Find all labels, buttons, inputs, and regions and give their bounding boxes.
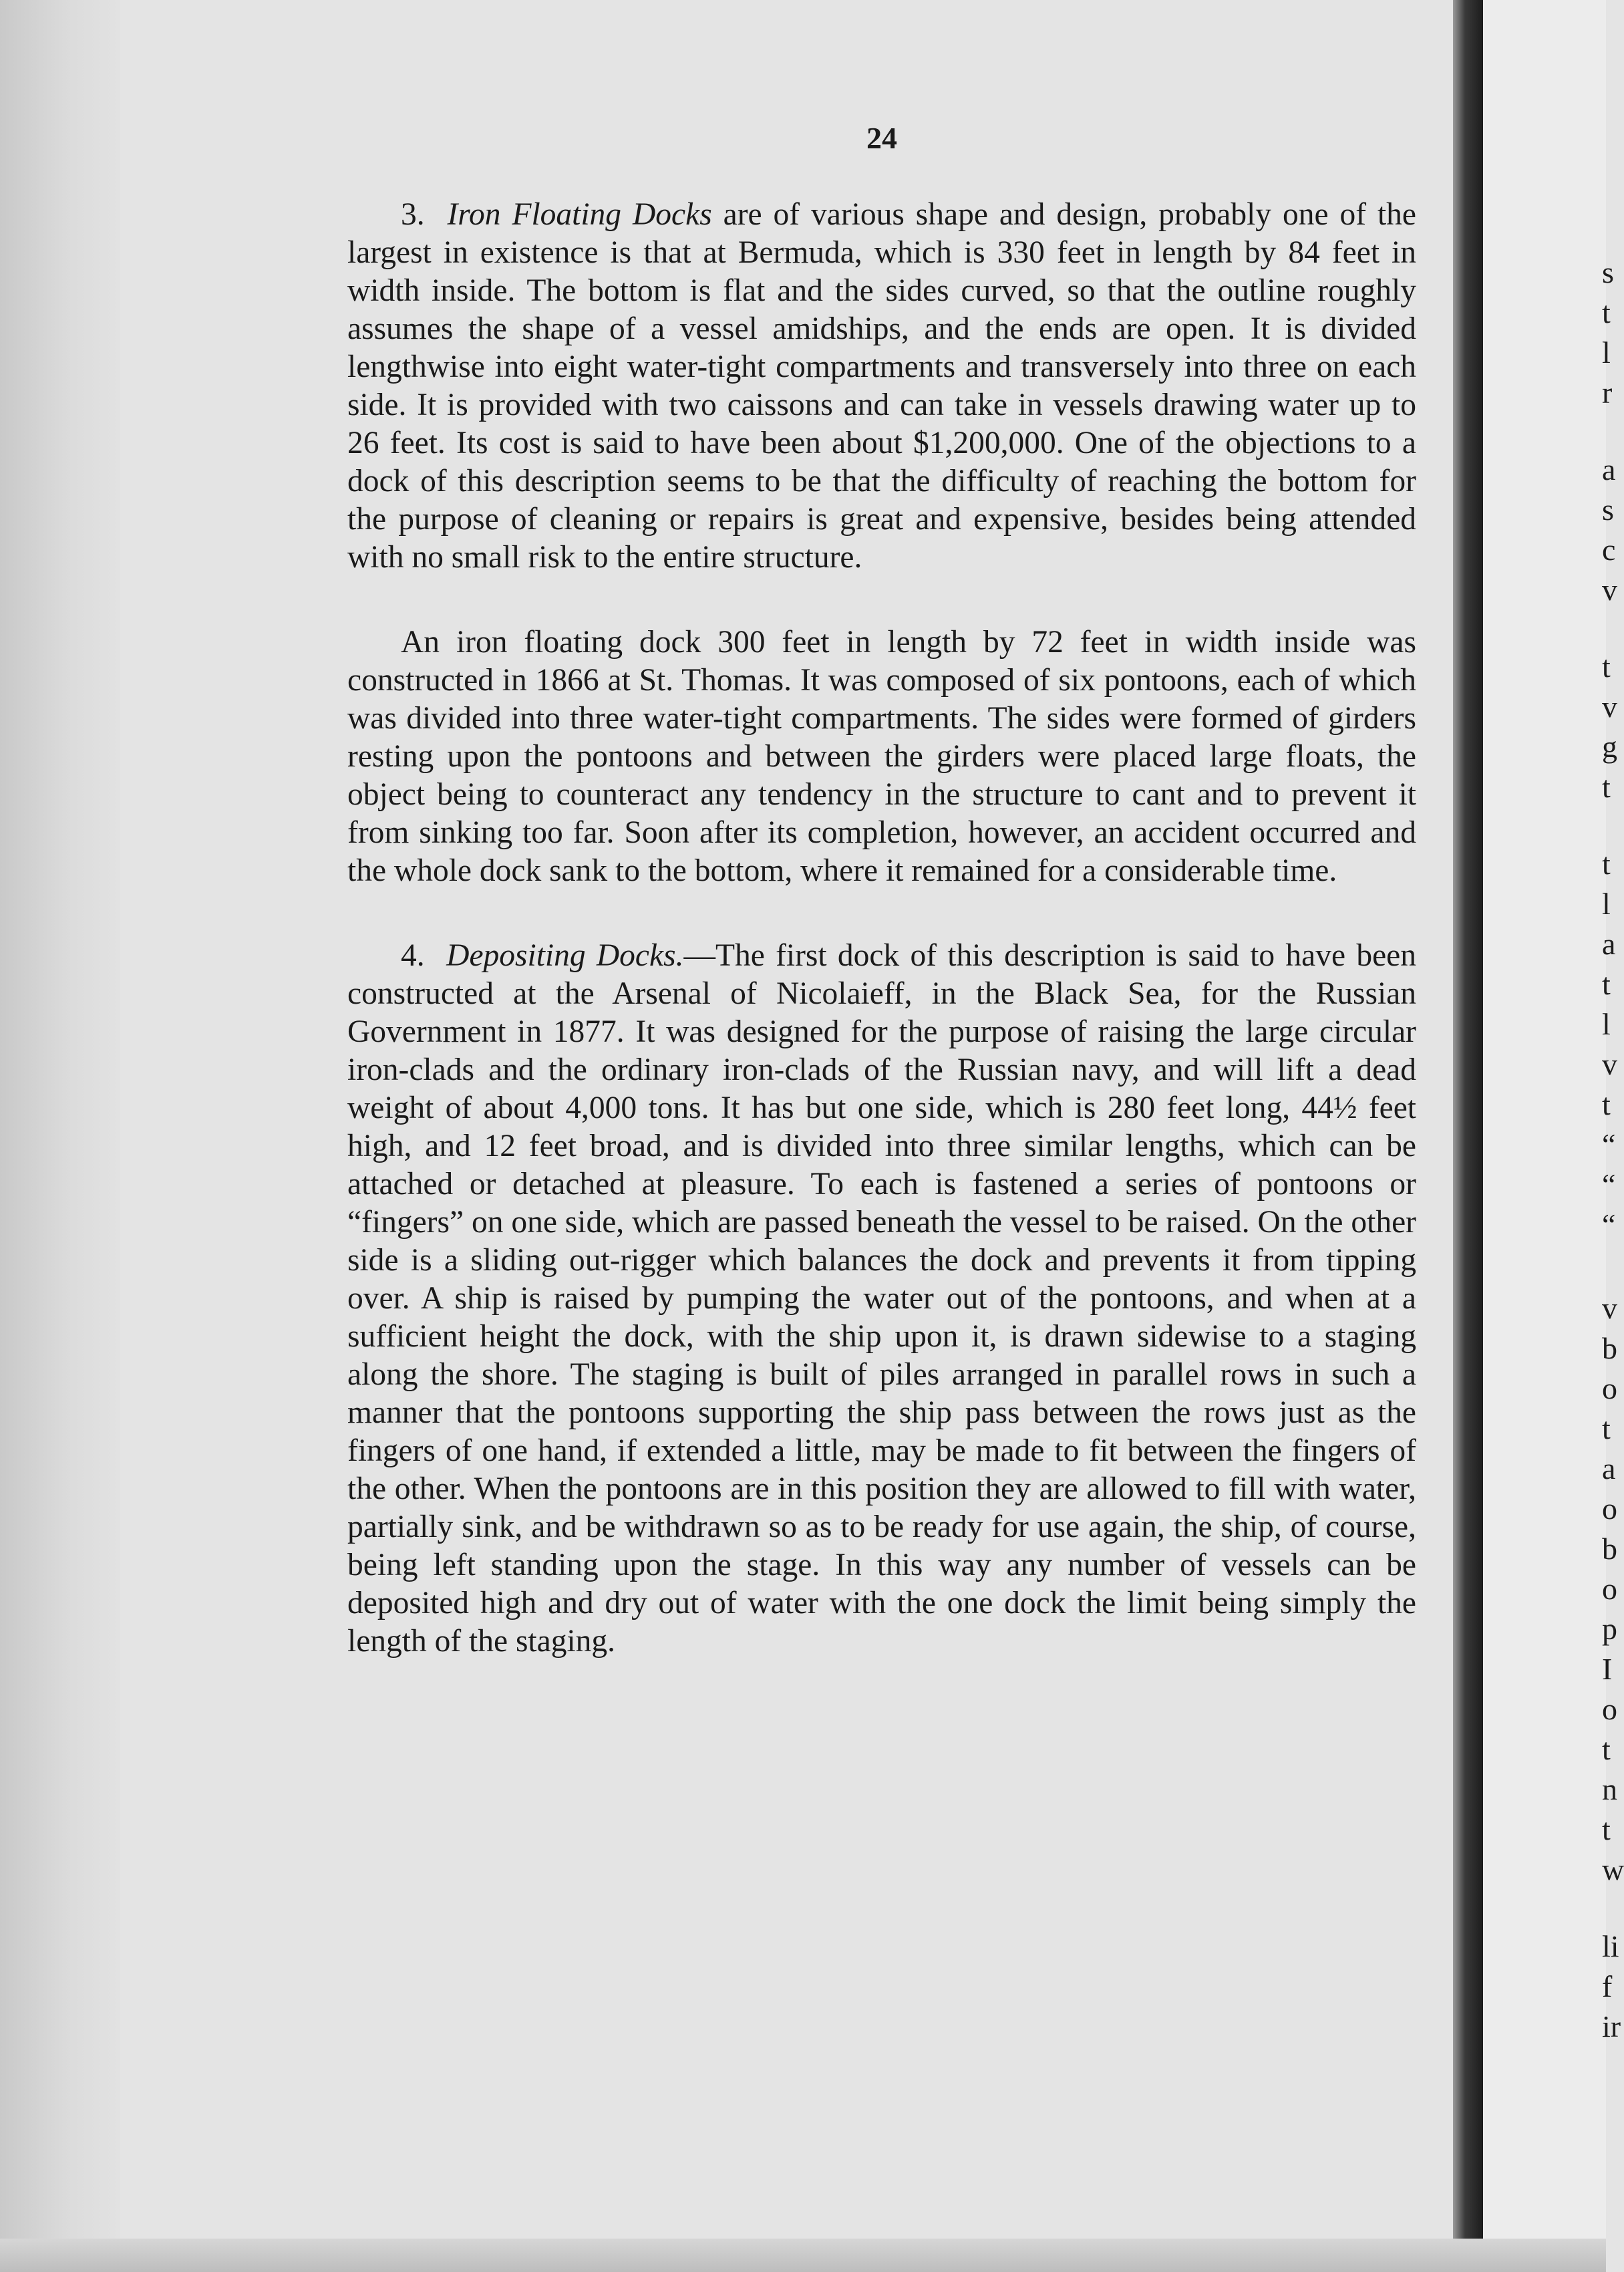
adjacent-page-letter: I [1602,1652,1613,1686]
adjacent-page-letter: r [1602,376,1613,410]
adjacent-page-letter: s [1602,255,1614,289]
adjacent-page-letter: o [1602,1371,1617,1405]
paragraph-iron-floating-docks [347,196,1416,577]
paragraph-depositing-docks [347,937,1416,1661]
section-number: 4. [401,938,425,973]
scan-bottom-edge [0,2239,1606,2272]
document-page [347,120,1416,1707]
adjacent-page-letter: l [1602,887,1611,921]
adjacent-page-letter: s [1602,492,1614,527]
section-number: 3. [401,197,425,232]
adjacent-page-letter: t [1602,770,1611,804]
adjacent-page-letter: t [1602,1411,1611,1445]
adjacent-page-letter: v [1602,690,1617,724]
adjacent-page-letter: n [1602,1772,1617,1806]
adjacent-page-edge [1483,0,1624,2272]
page-number: 24 [866,121,897,155]
scan-margin [0,0,120,2272]
section-heading: Iron Floating Docks [447,197,712,232]
adjacent-page-letter: li [1602,1929,1619,1963]
paragraph-text: are of various shape and design, probably one of the largest in existence is that at Bermuda, which is 330 feet in length by 84 feet in width inside. The bottom is flat and the sides curved, so that the outline roughly assumes the shape of a vessel amidships, and the ends are open. It is divided lengthwise into eight water-tight compartments and transversely into three on each side. It is provided with two caissons and can take in vessels drawing water up to 26 feet. Its cost is said to have been about $1,200,000. One of the objections to a dock of this description seems to be that the difficulty of reaching the bottom for the purpose of cleaning or repairs is great and expensive, besides being attended with no small risk to the entire structure. [347,197,1416,575]
adjacent-page-letter: t [1602,650,1611,684]
adjacent-page-letter: p [1602,1612,1617,1646]
adjacent-page-letter: t [1602,1087,1611,1121]
adjacent-page-letter: v [1602,573,1617,607]
adjacent-page-letter: “ [1602,1167,1616,1201]
adjacent-page-letter: l [1602,335,1611,370]
adjacent-page-letter: b [1602,1331,1617,1365]
adjacent-page-letter: t [1602,847,1611,881]
adjacent-page-letter: f [1602,1969,1613,2003]
adjacent-page-letter: o [1602,1492,1617,1526]
adjacent-page-letter: v [1602,1047,1617,1081]
paragraph-st-thomas-dock [347,623,1416,890]
adjacent-page-letter: v [1602,1291,1617,1325]
adjacent-page-letter: c [1602,533,1616,567]
adjacent-page-letter: o [1602,1692,1617,1726]
adjacent-page-letter: ir [1602,2009,1621,2043]
paragraph-text: —The first dock of this description is said to have been constructed at the Arsenal of Nicolaieff, in the Black Sea, for the Russian Government in 1877. It was designed for the purpose of raising the large circular iron-clads and the ordinary iron-clads of the Russian navy, and will lift a dead weight of about 4,000 tons. It has but one side, which is 280 feet long, 44½ feet high, and 12 feet broad, and is divided into three similar lengths, which can be attached or detached at pleasure. To each is fastened a series of pontoons or “fingers” on one side, which are passed beneath the vessel to be raised. On the other side is a sliding out-rigger which balances the dock and prevents it from tipping over. A ship is raised by pumping the water out of the pontoons, and when at a sufficient height the dock, with the ship upon it, is drawn sidewise to a staging along the shore. The staging is built of piles arranged in parallel rows in such a manner that the pontoons supporting the ship pass between the rows just as the fingers of one hand, if extended a little, may be made to fit between the fingers of the other. When the pontoons are in this position they are allowed to fill with water, partially sink, and be withdrawn so as to be ready for use again, the ship, of course, being left standing upon the stage. In this way any number of vessels can be deposited high and dry out of water with the one dock the limit being simply the length of the staging. [347,938,1417,1659]
book-spine-shadow [1453,0,1483,2272]
adjacent-page-letter: t [1602,1812,1611,1846]
adjacent-page-letter: t [1602,967,1611,1001]
adjacent-page-letter: o [1602,1572,1617,1606]
adjacent-page-letter: w [1602,1852,1624,1886]
paragraph-text: An iron floating dock 300 feet in length by 72 feet in width inside was constructed in 1866 at St. Thomas. It was composed of six pontoons, each of which was divided into three water-tight compartments. The sides were formed of girders resting upon the pontoons and between the girders were placed large floats, the object being to counteract any tendency in the structure to cant and to prevent it from sinking too far. Soon after its completion, however, an accident occurred and the whole dock sank to the bottom, where it remained for a considerable time. [347,625,1416,888]
adjacent-page-letter: “ [1602,1208,1616,1242]
section-heading: Depositing Docks. [446,938,684,973]
adjacent-page-letter: b [1602,1532,1617,1566]
adjacent-page-letter: a [1602,927,1616,961]
adjacent-page-letter: g [1602,730,1617,764]
adjacent-page-letter: a [1602,1451,1616,1485]
adjacent-page-letter: t [1602,1732,1611,1766]
adjacent-page-letter: t [1602,295,1611,329]
adjacent-page-letter: “ [1602,1127,1616,1161]
adjacent-page-letter: l [1602,1007,1611,1041]
adjacent-page-letter: a [1602,452,1616,486]
